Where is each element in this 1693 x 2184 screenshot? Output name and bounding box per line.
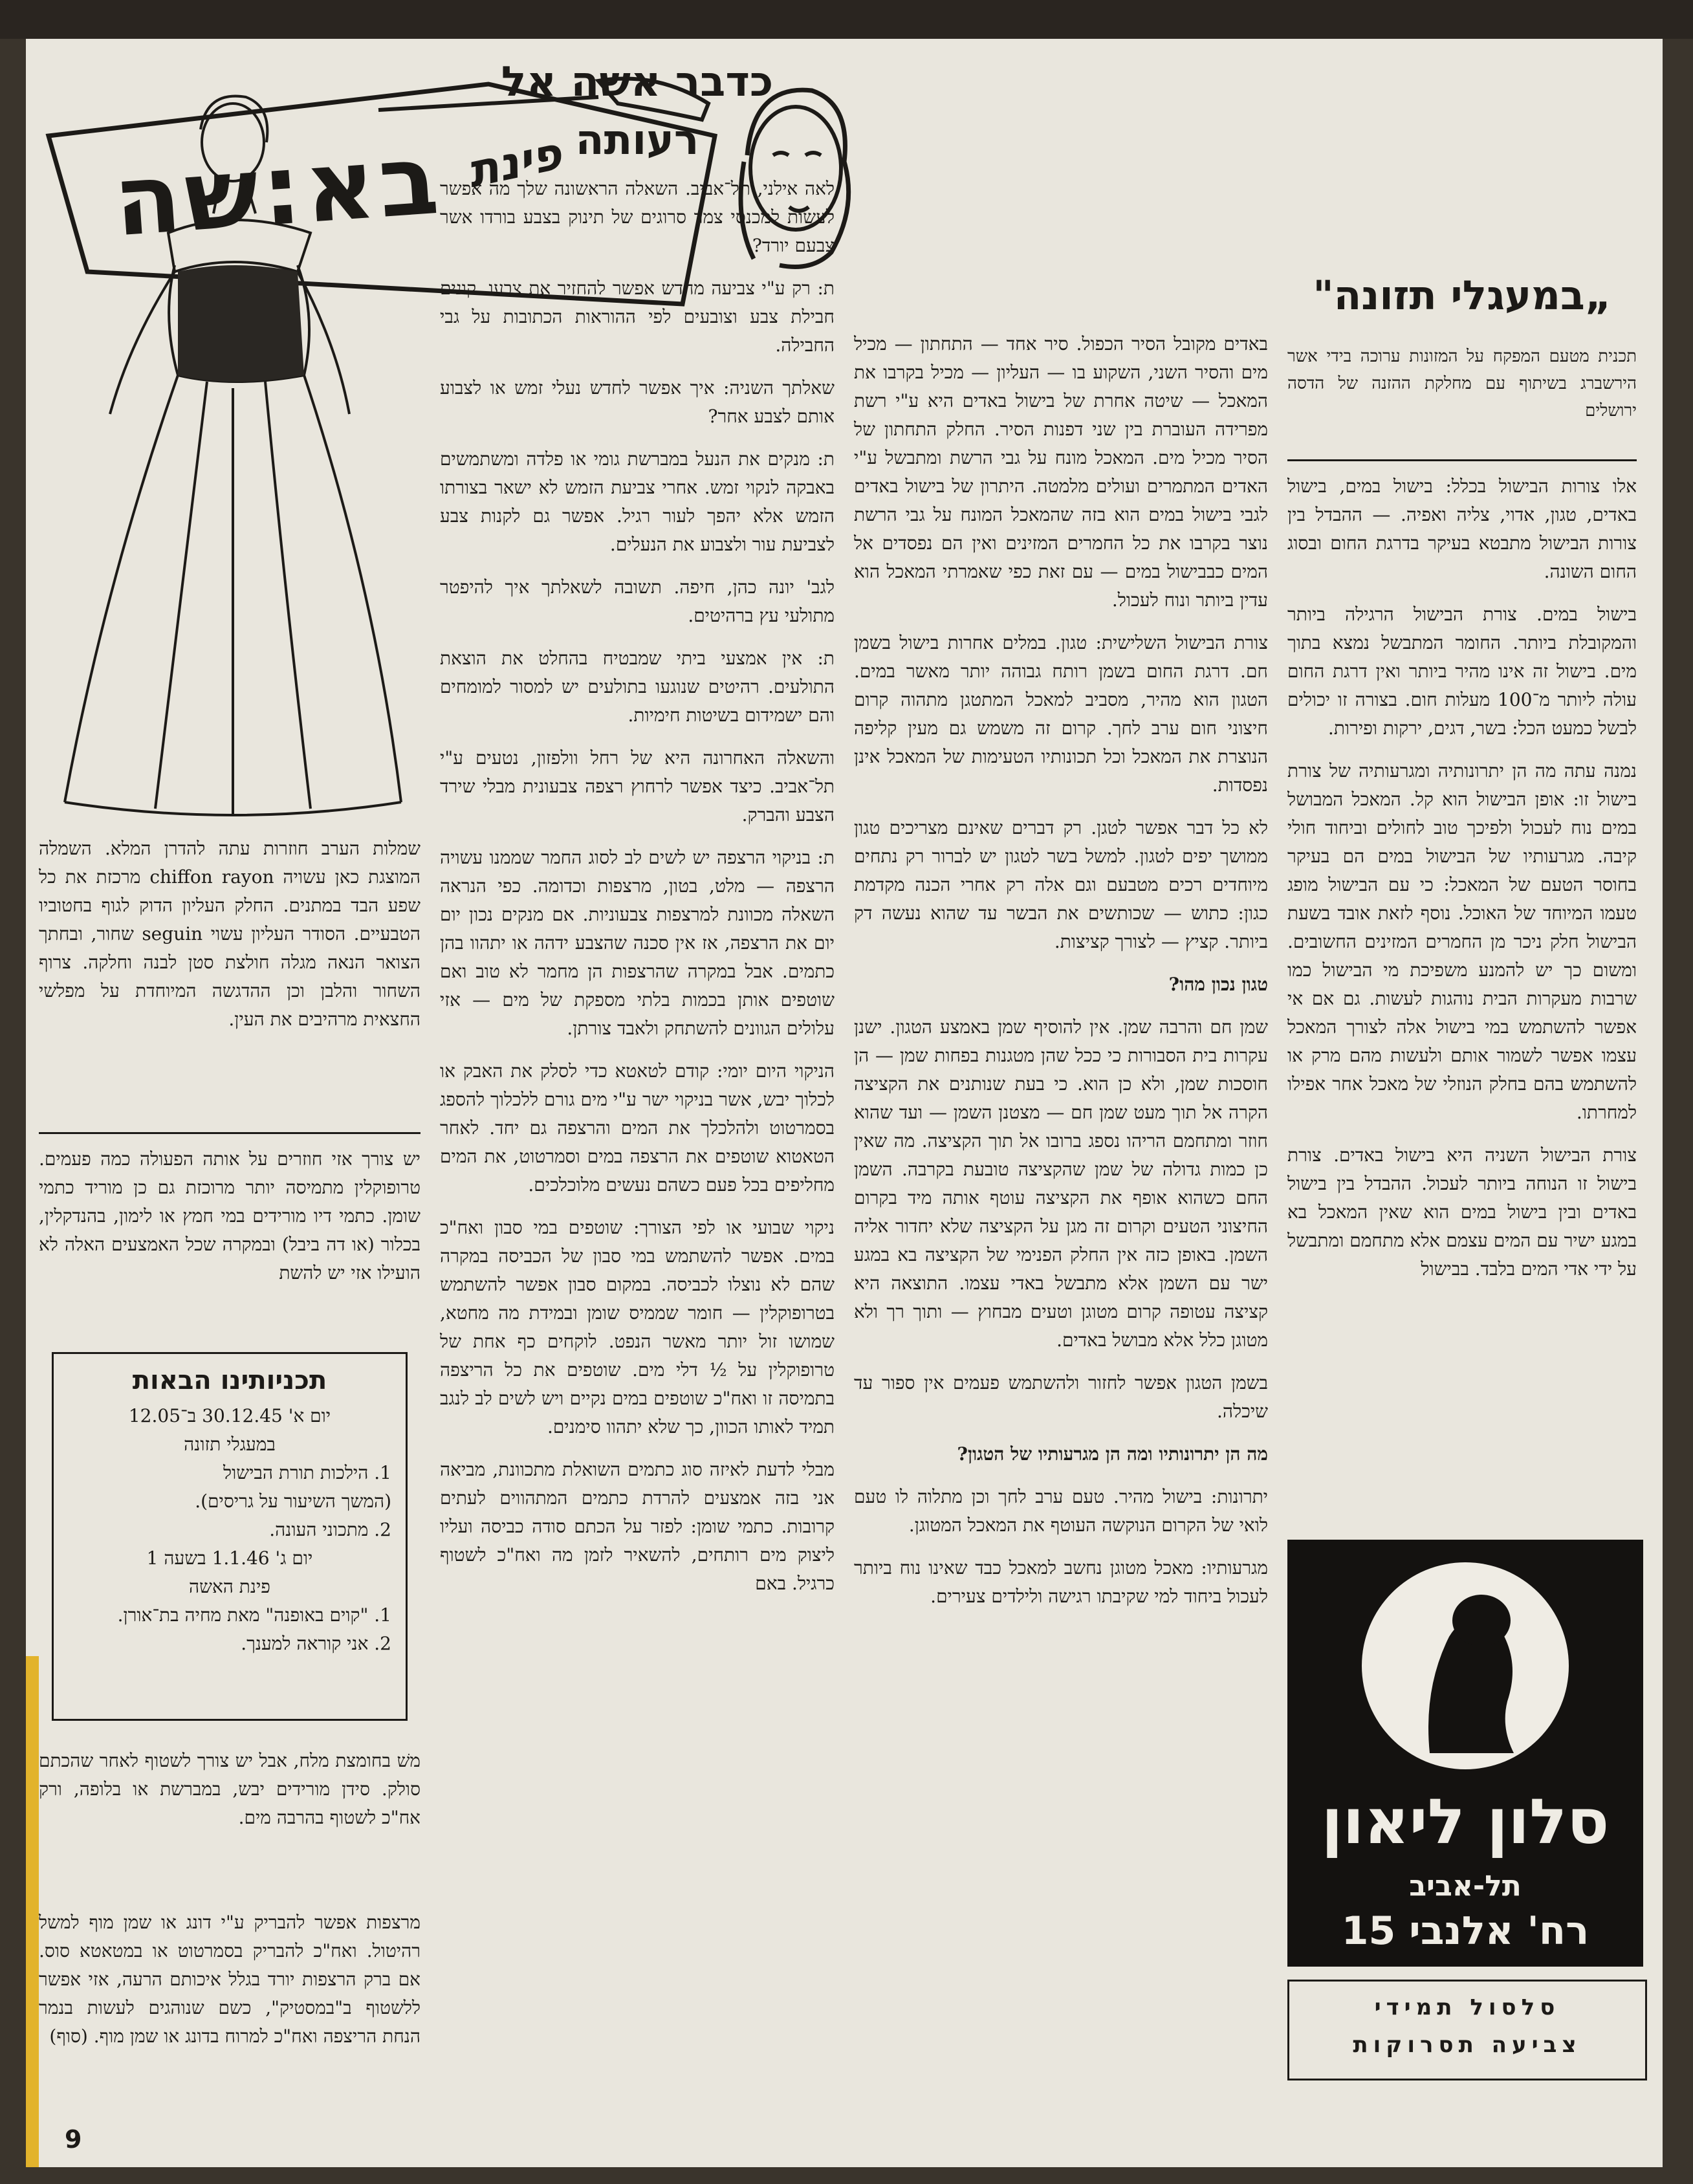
magazine-page [26,39,1663,2167]
programs-line-5: 2. מתכוני העונה. [269,1519,391,1540]
header-corner-title: בא:שה [110,123,446,259]
page-number: 9 [65,2125,82,2154]
salon-name: סלון ליאון [1321,1785,1610,1858]
programs-line-7: פינת האשה [189,1576,270,1597]
evening-gown-illustration [39,71,421,828]
cooking-column-middle: באדים מקובל הסיר הכפול. סיר אחד — התחתון — מכיל מים והסיר השני, השקוע בו — העליון — מכיל בקרבו את המאכל — שיטה אחרת של בישול באדים היא ע"י רשת מפרידה העוברת בין שני דפנות הסיר. החלק התחתון של הסיר מכיל מים. המאכל מונח על גבי הרשת ומתבשל ע"י האדים המתמרים ועולים מלמטה. היתרון של בישול באדים לגבי בישול במים הוא בזה שהמאכל המונח על גבי הרשת נוצר בקרבו את כל החמרים המזינים ואין הם נפסדים אל המים כבבישול במים — עם זאת כפי שאמרתי המאכל הוא עדין ביותר ונוח לעכול. צורת הבישול השלישית: טגון. במלים אחרות בישול בשמן חם. דרגת החום בשמן רותח גבוהה יותר מאשר במים. הטגון הוא מהיר, מסביב למאכל המתטגן מתהוה קרום חיצוני חום ערב לחך. קרום זה משמש גם מעין קליפה הנוצרת את המאכל וכל תכונותיו הטעימות של המאכל אינן נפסדות. לא כל דבר אפשר לטגן. רק דברים שאינם מצריכים טגון ממושך יפים לטגון. למשל בשר לטגון יש לברור רק נתחים מיוחדים רכים מטבעם וגם אלה רק אחרי הכנה מקדמת כגון: כתוש — שכותשים את הבשר עד שהוא נעשה דק ביותר. קציץ — לצורך קציצות. טגון נכון מהו? שמן חם והרבה שמן. אין להוסיף שמן באמצע הטגון. ישנן עקרות בית הסבורות כי ככל שהן מטגנות בפחות שמן — הן חוסכות שמן, ולא כן הוא. כי בעת שנותנים את הקציצה הקרה אל תוך מעט שמן חם — מצטנן השמן — ועד שהוא חוזר ומתחמם הריהו נספג ברובו אל תוך הקציצה. מה שאין כן כמות גדולה של שמן שהקציצה טובעת בקרבה. השמן החם כשהוא אופף את הקציצה עוטף אותה מיד בקרום החיצוני הטעים וקרום זה מגן על הקציצה שלא יחדור אליה השמן. באופן כזה אין החלק הפנימי של הקציצה בא במגע ישר עם השמן אלא מתבשל באדי עצמו. התוצאה היא קציצה עטופה קרום מטוגן וטעים מבחוץ — ותוך רך ולא מטוגן כלל אלא מבושל באדים. בשמן הטגון אפשר לחזור ולהשתמש פעמים אין ספור עד שיכלה. מה הן יתרונותיו ומה הן מגרעותיו של הטגון? יתרונות: בישול מהיר. טעם ערב לחך וכן מתלוה לו טעם לואי של הקרום הנוקשה העוטף את המאכל המטוגן. מגרעותיו: מאכל מטוגן נחשב למאכל כבד שאינו נוח ביותר לעכול ביחוד למי שקיבתו רגישה ולילדים צעירים. [854,333,1268,1607]
programs-line-2: במעגלי תזונה [184,1434,276,1455]
binding-strip [26,1656,39,2167]
continuation-text-3: מרצפות אפשר להבריק ע"י דונג או שמן מוף למשל רהיטול. ואח"כ להבריק בסמרטוט או במטאטא סוס. אם ברק הרצפות יורד בגלל איכותם הרעה, אזי אפשר ללשטוף ב"במסטיק", כשם שנוהגים לעשות בנמר הנחת הריצפה ואח"כ למרוח בדונג או שמן מוף. (סוף) [39,1912,421,2047]
advice-title-line1: כדבר אשה אל [501,58,774,106]
cooking-title: „במעגלי תזונה" [1313,272,1611,319]
top-edge [0,0,1693,39]
salon-advertisement [1287,1540,1643,1967]
header-corner-prefix: פינת [462,126,567,199]
salon-services-line2: צביעה תסרוקות [1353,2032,1582,2058]
salon-city: תל-אביב [1409,1870,1522,1903]
continuation-text-1: יש צורך אזי חוזרים על אותה הפעולה כמה פעמים. טרופוקלין מתמיסה יותר מרוכזת גם כן מוריד כתמי שומן. כתמי דיו מורידים במי חמץ או לימון, בהנדקלין, בכלור (או דה ביבל) ובמקרה שכל האמצעים האלה לא הועילו אזי יש להשת [39,1148,421,1283]
advice-column: לאה אילני, תל־אביב. השאלה הראשונה שלך מה אפשר לעשות למכנסי צמר סרוגים של תינוק בצבע בורדו אשר צבעם יורד? ת: רק ע"י צביעה מחדש אפשר להחזיר את צבעו. קונים חבילת צבע וצובעים לפי ההוראות הכתובות על גבי החבילה. שאלתך השניה: איך אפשר לחדש נעלי זמש או לצבוע אותם לצבע אחר? ת: מנקים את הנעל במברשת גומי או פלדה ומשתמשים באבקה לנקוי זמש. אחרי צביעת הזמש לא ישאר בצורתו הזמש אלא יהפך לעור רגיל. אפשר גם לקנות צבע לצביעת עור ולצבוע את הנעלים. לגב' יונה כהן, חיפה. תשובה לשאלתך איך להיפטר מתולעי עץ ברהיטים. ת: אין אמצעי ביתי שמבטיח בהחלט את הוצאת התולעים. רהיטים שנוגעו בתולעים יש למסור למומחים והם ישמידום בשיטות חימיות. והשאלה האחרונה היא של רחל וולפזון, נטעים ע"י תל־אביב. כיצד אפשר לרחוץ רצפה צבעונית מבלי שירד הצבע והברק. ת: בניקוי הרצפה יש לשים לב לסוג החמר שממנו עשויה הרצפה — מלט, בטון, מרצפות וכדומה. כפי הנראה השאלה מכוונת למרצפות צבעוניות. אם מנקים נכון יום יום את הרצפה, אז אין סכנה שהצבע ידהה או יתהוו בהן כתמים. אבל במקרה שהרצפות הן מחמר לא טוב ואם שוטפים אותן בכמות בלתי מספקת של מים — אזי עלולים הגוונים להשתחק ולאבד צורתן. הניקוי היום יומי: קודם לטאטא כדי לסלק את האבק או לכלוך יבש, אשר בניקוי ישר ע"י מים גורם ללכלוך להספג בסמרטוט ולהלכלך את המים והרצפה גם יחד. לאחר הטאטוא שוטפים את הרצפה במים וסמרטוט, את המים מחליפים בכל פעם כשהם נעשים מלוכלכים. ניקוי שבועי או לפי הצורך: שוטפים במי סבון ואח"כ במים. אפשר להשתמש במי סבון של הכביסה במקרה שהם לא נוצלו לכביסה. במקום סבון אפשר להשתמש בטרופוקלין — חומר שממיס שומן ובמידת מה מחטא, שמושו זול יותר מאשר הנפט. לוקחים כף אחת של טרופוקלין על ½ דלי מים. שוטפים את כל הריצפה בתמיסה זו ואח"כ שוטפים במים נקיים ויש לשים לב לנגב תמיד לאותו הכוון, כך שלא יתהוו סימנים. מבלי לדעת לאיזה סוג כתמים השואלת מתכוונת, מביאה אני בזה אמצעים להרדת כתמים המתהווים לעתים קרובות. כתמי שומן: לפזר על הכתם סודה כביסה ועליו ליצוק מים רותחים, להשאיר לזמן מה ואח"כ לשטוף כרגיל. באם [440,178,835,1594]
programs-line-8: 1. "קוים באופנה" מאת מחיה בת־אורן. [117,1604,391,1626]
fashion-caption: שמלות הערב חוזרות עתה להדרן המלא. השמלה המוצגת כאן עשויה chiffon rayon מרכזת את כל שפע הבד במתנים. החלק העליון הדוק לגוף בחטוביו הטבעיים. הסודר העליון עשוי seguin שחור, ובחתך הצואר הנאה מגלה חולצת סטן לבנה וחלקה. צרוף השחור והלבן וכן ההדגשה המיוחדת על מפלשי החצאית מרהיבים את העין. [39,838,421,1030]
cooking-intro: תכנית מטעם המפקח על המזונות ערוכה בידי אשר הירשברג בשיתוף עם מחלקת ההזנה של הדסה ירושלים [1287,347,1637,420]
continuation-text-2: משׁ בחומצת מלח, אבל יש צורך לשטוף לאחר שהכתם סולק. סידן מורידים יבש, במברשת או בלופה, ורק אח"כ לשטוף בהרבה מים. [39,1750,421,1828]
cooking-column-right: אלו צורות הבישול בכלל: בישול במים, בישול באדים, טגון, אדוי, צליה ואפיה. — ההבדל בין צורות הבישול מתבטא בעיקר בדרגת החום ובסוג החום השונה. בישול במים. צורת הבישול הרגילה ביותר והמקובלת ביותר. החומר המתבשל נמצא בתוך מים. בישול זה אינו מהיר ביותר ואין דרגת החום עולה ליותר מ־100 מעלות חום. בצורה זו יכולים לבשל כמעט הכל: בשר, דגים, ירקות ופירות. נמנה עתה מה הן יתרונותיה ומגרעותיה של צורת בישול זו: אופן הבישול הוא קל. המאכל המבושל במים נוח לעכול ולפיכך טוב לחולים וביחוד חולי קיבה. מגרעותיו של הבישול במים הם בעיקר בחוסר הטעם של המאכל: כי עם הבישול מופג טעמו המיוחד של האוכל. נוסף לזאת אובד בשעת הבישול חלק ניכר מן החמרים המזינים החשובים. ומשום כך יש להמנע משפיכת מי הבישול כמו שרבות מעקרות הבית נוהגות לעשות. גם אם אי אפשר להשתמש במי בישול אלה לצורך המאכל עצמו אפשר לשמור אותם ולעשות מהם מרק או להשתמש בהם בחלק הנוזלי של מאכל אחר אפילו למחרתו. צורת הבישול השניה היא בישול באדים. צורת בישול זו הנוחה ביותר לעכול. ההבדל בין בישול באדים ובין בישול במים הוא שאין המאכל בא במגע ישיר עם המים עצמם אלא מתחמם ומתבשל על ידי אדי המים בלבד. בבישול [1287,475,1637,1280]
programs-line-3: 1. הילכות תורת הבישול [223,1462,391,1483]
programs-line-4: (המשך השיעור על גריסים). [195,1491,391,1512]
salon-street: רח' אלנבי 15 [1341,1908,1589,1954]
upcoming-programs-box [52,1352,408,1721]
programs-line-6: יום ג' 1.1.46 בשעה 1 [146,1547,313,1569]
salon-services [1287,1980,1647,2080]
fashion-caption-rule [39,1132,421,1134]
programs-title: תכניותינו הבאות [132,1366,327,1395]
advice-title-line2: רעותה [575,116,699,164]
programs-line-9: 2. אני קוראה למענך. [241,1633,391,1654]
cooking-intro-rule [1287,459,1637,461]
programs-line-1: יום א' 30.12.45 ב־12.05 [128,1405,331,1426]
woman-silhouette-icon [1352,1559,1578,1773]
salon-services-line1: סלסול תמידי [1374,1994,1560,2020]
